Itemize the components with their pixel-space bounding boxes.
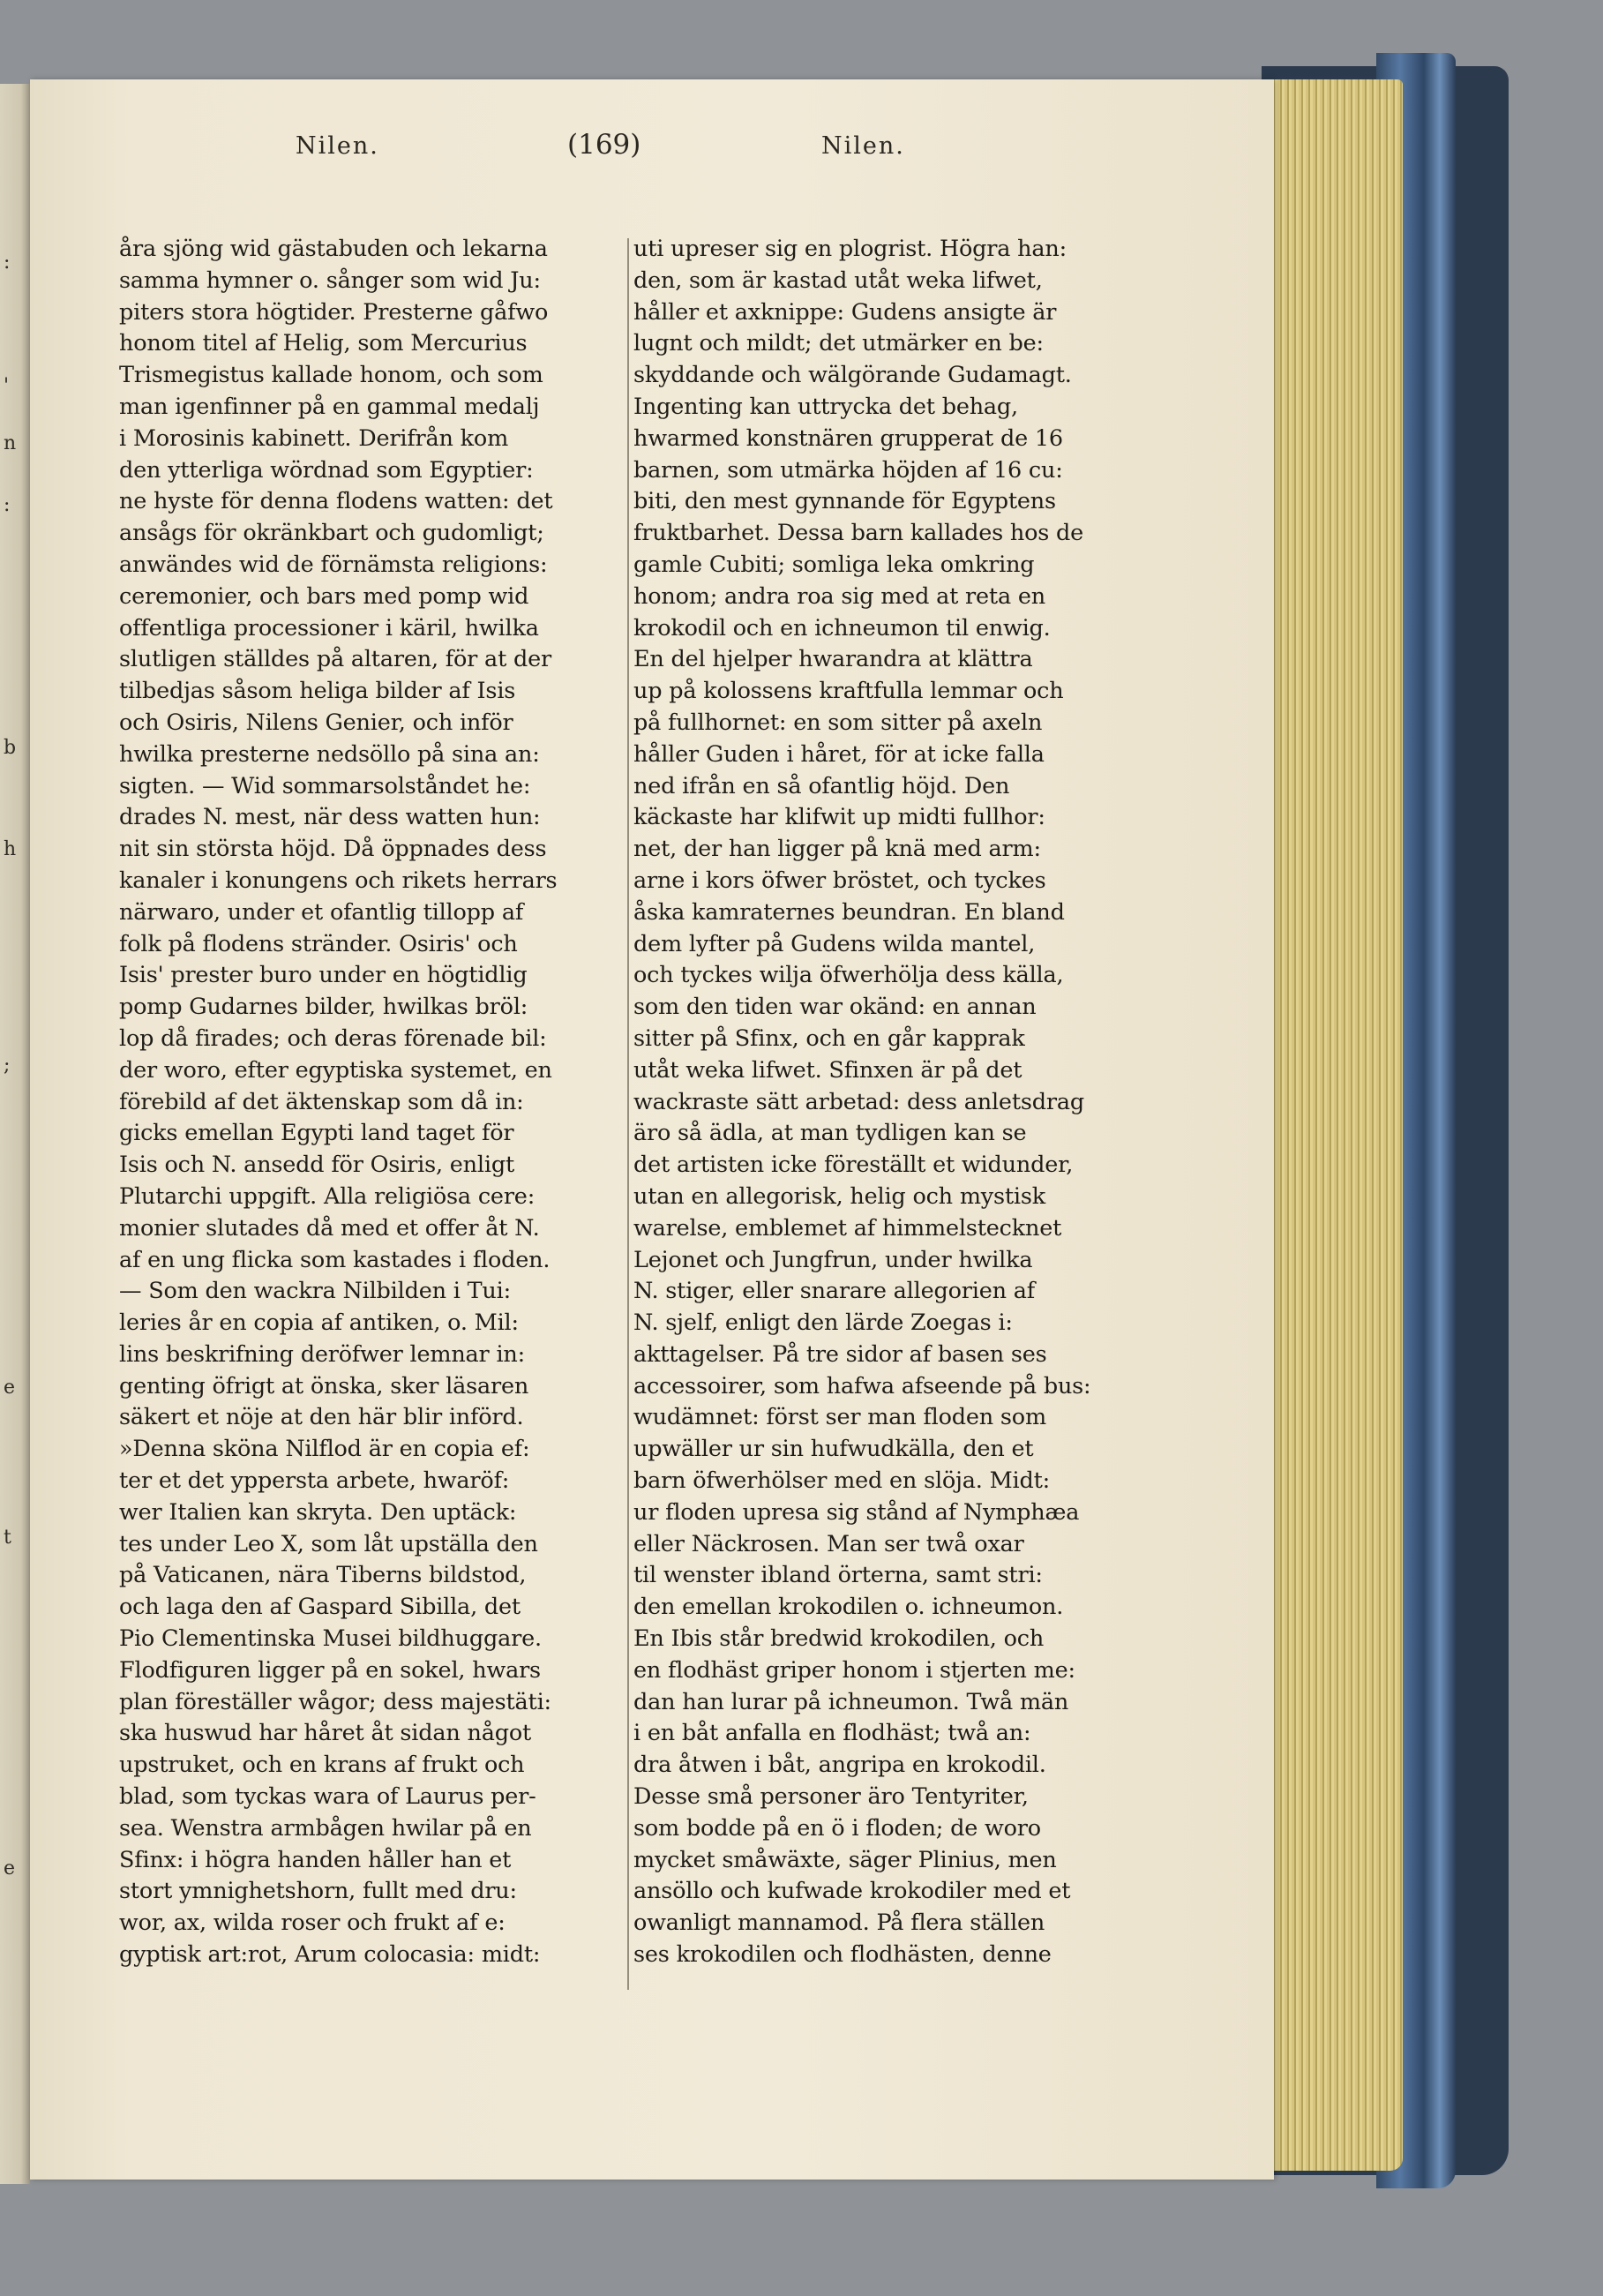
text-line: ned ifrån en så ofantlig höjd. Den xyxy=(633,772,1010,799)
edge-mark: b xyxy=(4,737,17,759)
text-line: håller Guden i håret, för at icke falla xyxy=(633,740,1045,768)
text-line: eller Näckrosen. Man ser twå oxar xyxy=(633,1530,1024,1557)
text-line: af en ung flicka som kastades i floden. xyxy=(119,1246,551,1273)
text-line: sitter på Sfinx, och en går kapprak xyxy=(633,1024,1025,1052)
left-text-column xyxy=(119,234,626,1990)
text-line: och tyckes wilja öfwerhölja dess källa, xyxy=(633,962,1064,989)
text-line: säkert et nöje at den här blir införd. xyxy=(119,1404,524,1431)
text-line: lugnt och mildt; det utmärker en be: xyxy=(633,330,1044,357)
text-line: Ingenting kan uttrycka det behag, xyxy=(633,393,1018,420)
text-line: net, der han ligger på knä med arm: xyxy=(633,836,1041,863)
text-line: krokodil och en ichneumon til enwig. xyxy=(633,614,1051,642)
text-line: »Denna sköna Nilflod är en copia ef: xyxy=(119,1436,530,1463)
text-line: upstruket, och en krans af frukt och xyxy=(119,1752,525,1779)
text-line: up på kolossens kraftfulla lemmar och xyxy=(633,678,1064,705)
text-line: tilbedjas såsom heliga bilder af Isis xyxy=(119,678,516,705)
text-line: den emellan krokodilen o. ichneumon. xyxy=(633,1594,1064,1621)
text-line: N. stiger, eller snarare allegorien af xyxy=(633,1278,1035,1305)
text-line: Isis' prester buro under en högtidlig xyxy=(119,962,528,989)
text-line: det artisten icke föreställt et widunder, xyxy=(633,1152,1074,1179)
text-line: owanligt mannamod. På flera ställen xyxy=(633,1910,1045,1937)
text-line: dra åtwen i båt, angripa en krokodil. xyxy=(633,1752,1046,1779)
text-line: warelse, emblemet af himmelstecknet xyxy=(633,1214,1062,1242)
edge-mark: e xyxy=(4,1857,16,1880)
text-line: i Morosinis kabinett. Derifrån kom xyxy=(119,424,509,452)
text-line: anwändes wid de förnämsta religions: xyxy=(119,551,548,578)
text-line: äro så ädla, at man tydligen kan se xyxy=(633,1120,1027,1147)
text-line: närwaro, under et ofantlig tillopp af xyxy=(119,898,524,926)
text-line: den, som är kastad utåt weka lifwet, xyxy=(633,266,1043,294)
edge-mark: : xyxy=(4,251,11,274)
text-line: en flodhäst griper honom i stjerten me: xyxy=(633,1656,1075,1684)
text-line: skyddande och wälgörande Gudamagt. xyxy=(633,362,1072,389)
text-line: genting öfrigt at önska, sker läsaren xyxy=(119,1372,529,1399)
text-line: nit sin största höjd. Då öppnades dess xyxy=(119,836,547,863)
text-line: piters stora högtider. Presterne gåfwo xyxy=(119,298,549,326)
text-line: wor, ax, wilda roser och frukt af e: xyxy=(119,1910,506,1937)
text-line: leries år en copia af antiken, o. Mil: xyxy=(119,1309,519,1337)
text-line: kanaler i konungens och rikets herrars xyxy=(119,867,558,894)
text-line: förebild af det äktenskap som då in: xyxy=(119,1088,524,1115)
running-head-left: Nilen. xyxy=(296,132,379,160)
text-line: på Vaticanen, nära Tiberns bildstod, xyxy=(119,1562,527,1589)
text-line: åra sjöng wid gästabuden och lekarna xyxy=(119,236,548,262)
text-line: gyptisk art:rot, Arum colocasia: midt: xyxy=(119,1941,541,1969)
text-line: hwilka presterne nedsöllo på sina an: xyxy=(119,740,540,768)
text-line: Plutarchi uppgift. Alla religiösa cere: xyxy=(119,1182,536,1210)
page-number: (169) xyxy=(567,129,641,161)
text-line: och Osiris, Nilens Genier, och inför xyxy=(119,709,513,736)
text-line: honom; andra roa sig med at reta en xyxy=(633,582,1046,610)
text-line: gamle Cubiti; somliga leka omkring xyxy=(633,551,1035,578)
text-line: — Som den wackra Nilbilden i Tui: xyxy=(119,1278,511,1305)
text-line: offentliga processioner i käril, hwilka xyxy=(119,614,539,642)
text-line: man igenfinner på en gammal medalj xyxy=(119,393,540,420)
text-line: ansöllo och kufwade krokodiler med et xyxy=(633,1878,1071,1905)
text-line: plan föreställer wågor; dess majestäti: xyxy=(119,1688,551,1715)
text-line: Isis och N. ansedd för Osiris, enligt xyxy=(119,1152,514,1179)
text-line: sea. Wenstra armbågen hwilar på en xyxy=(119,1814,532,1842)
text-line: slutligen ställdes på altaren, för at der xyxy=(119,646,552,673)
edge-mark: n xyxy=(4,432,17,454)
text-line: uti upreser sig en plogrist. Högra han: xyxy=(633,236,1067,262)
text-line: pomp Gudarnes bilder, hwilkas bröl: xyxy=(119,994,528,1021)
edge-mark: ' xyxy=(4,375,10,397)
text-line: arne i kors öfwer bröstet, och tyckes xyxy=(633,867,1046,894)
text-line: honom titel af Helig, som Mercurius xyxy=(119,330,528,357)
text-line: Lejonet och Jungfrun, under hwilka xyxy=(633,1246,1033,1273)
edge-mark: t xyxy=(4,1527,11,1549)
text-line: ter et det yppersta arbete, hwaröf: xyxy=(119,1467,510,1495)
text-line: N. sjelf, enligt den lärde Zoegas i: xyxy=(633,1309,1013,1337)
text-line: Desse små personer äro Tentyriter, xyxy=(633,1783,1029,1811)
text-line: som den tiden war okänd: en annan xyxy=(633,994,1037,1021)
text-line: barnen, som utmärka höjden af 16 cu: xyxy=(633,456,1063,484)
text-line: tes under Leo X, som låt upställa den xyxy=(119,1530,538,1557)
edge-mark: e xyxy=(4,1377,16,1399)
text-line: lop då firades; och deras förenade bil: xyxy=(119,1024,547,1052)
text-line: wer Italien kan skryta. Den uptäck: xyxy=(119,1498,517,1526)
edge-mark: ; xyxy=(4,1054,11,1077)
text-line: mycket småwäxte, säger Plinius, men xyxy=(633,1846,1057,1873)
edge-mark: h xyxy=(4,838,17,860)
text-line: hwarmed konstnären grupperat de 16 xyxy=(633,424,1063,452)
text-line: En Ibis står bredwid krokodilen, och xyxy=(633,1625,1045,1653)
text-line: barn öfwerhölser med en slöja. Midt: xyxy=(633,1467,1051,1495)
text-line: käckaste har klifwit up midti fullhor: xyxy=(633,804,1045,831)
text-line: En del hjelper hwarandra at klättra xyxy=(633,646,1033,673)
text-line: akttagelser. På tre sidor af basen ses xyxy=(633,1340,1047,1368)
page-stack-edge xyxy=(1270,79,1403,2171)
text-line: biti, den mest gynnande för Egyptens xyxy=(633,488,1056,515)
text-line: wudämnet: först ser man floden som xyxy=(633,1404,1046,1431)
text-line: dan han lurar på ichneumon. Twå män xyxy=(633,1688,1069,1715)
text-line: Sfinx: i högra handen håller han et xyxy=(119,1846,512,1873)
text-line: ska huswud har håret åt sidan något xyxy=(119,1720,532,1747)
text-line: lins beskrifning deröfwer lemnar in: xyxy=(119,1340,526,1368)
column-divider xyxy=(627,238,629,1990)
text-line: Trismegistus kallade honom, och som xyxy=(119,362,543,389)
text-line: wackraste sätt arbetad: dess anletsdrag xyxy=(633,1088,1084,1115)
text-line: ceremonier, och bars med pomp wid xyxy=(119,582,529,610)
text-line: sigten. — Wid sommarsolståndet he: xyxy=(119,772,531,799)
text-line: och laga den af Gaspard Sibilla, det xyxy=(119,1594,521,1621)
running-head xyxy=(141,129,1182,168)
text-line: dem lyfter på Gudens wilda mantel, xyxy=(633,930,1036,957)
text-line: der woro, efter egyptiska systemet, en xyxy=(119,1056,552,1084)
text-line: på fullhornet: en som sitter på axeln xyxy=(633,709,1043,736)
text-line: fruktbarhet. Dessa barn kallades hos de xyxy=(633,520,1084,547)
text-line: utåt weka lifwet. Sfinxen är på det xyxy=(633,1056,1022,1084)
text-line: ansågs för okränkbart och gudomligt; xyxy=(119,520,544,547)
text-line: drades N. mest, när dess watten hun: xyxy=(119,804,541,831)
text-line: gicks emellan Egypti land taget för xyxy=(119,1120,514,1147)
text-line: stort ymnighetshorn, fullt med dru: xyxy=(119,1878,517,1905)
text-line: folk på flodens stränder. Osiris' och xyxy=(119,930,518,957)
text-line: Flodfiguren ligger på en sokel, hwars xyxy=(119,1656,541,1684)
text-line: monier slutades då med et offer åt N. xyxy=(119,1214,540,1242)
text-line: åska kamraternes beundran. En bland xyxy=(633,898,1065,926)
text-line: den ytterliga wördnad som Egyptier: xyxy=(119,456,534,484)
text-line: til wenster ibland örterna, samt stri: xyxy=(633,1562,1043,1589)
text-line: ur floden upresa sig stånd af Nymphæa xyxy=(633,1498,1080,1526)
text-line: samma hymner o. sånger som wid Ju: xyxy=(119,266,541,294)
running-head-right: Nilen. xyxy=(821,132,905,160)
text-line: Pio Clementinska Musei bildhuggare. xyxy=(119,1625,542,1653)
previous-page-edge xyxy=(0,84,30,2184)
right-text-column xyxy=(633,234,1154,1990)
text-line: utan en allegorisk, helig och mystisk xyxy=(633,1182,1046,1210)
text-line: accessoirer, som hafwa afseende på bus: xyxy=(633,1372,1091,1399)
text-line: blad, som tyckas wara of Laurus per- xyxy=(119,1783,536,1811)
text-line: i en båt anfalla en flodhäst; twå an: xyxy=(633,1720,1031,1747)
edge-mark: : xyxy=(4,494,11,516)
text-line: ses krokodilen och flodhästen, denne xyxy=(633,1941,1052,1969)
text-line: ne hyste för denna flodens watten: det xyxy=(119,488,553,515)
text-line: som bodde på en ö i floden; de woro xyxy=(633,1814,1041,1842)
text-line: håller et axknippe: Gudens ansigte är xyxy=(633,298,1057,326)
text-line: upwäller ur sin hufwudkälla, den et xyxy=(633,1436,1034,1463)
